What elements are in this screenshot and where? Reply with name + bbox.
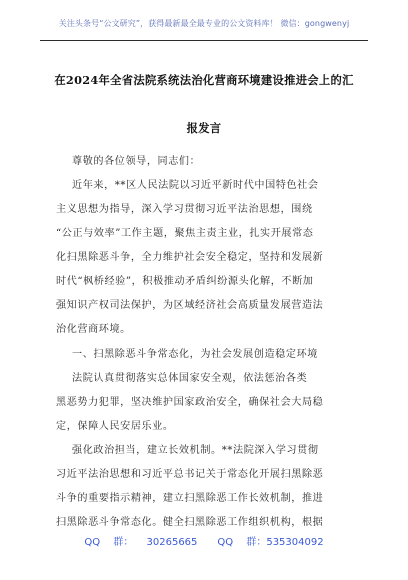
body-line: 法院认真贯彻落实总体国家安全观，依法惩治各类 bbox=[72, 373, 308, 384]
doc-title-line-2: 报发言 bbox=[186, 121, 222, 135]
doc-title-line-1: 在2024年全省法院系统法治化营商环境建设推进会上的汇 bbox=[54, 73, 354, 87]
body-line: 主义思想为指导，深入学习贯彻习近平法治思想，围绕 bbox=[56, 204, 313, 215]
body-line: 强知识产权司法保护，为区域经济社会高质量发展营造法 bbox=[56, 300, 324, 311]
body-line: 定，保障人民安居乐业。 bbox=[56, 421, 174, 432]
body-line: 近年来，**区人民法院以习近平新时代中国特色社会 bbox=[72, 180, 319, 191]
body-line: 化扫黑除恶斗争，全力维护社会安全稳定，坚持和发展新 bbox=[56, 252, 324, 263]
section-heading: 一、扫黑除恶斗争常态化，为社会发展创造稳定环境 bbox=[72, 349, 318, 360]
body-line: 治化营商环境。 bbox=[56, 324, 131, 335]
header-divider bbox=[40, 40, 368, 41]
promo-header: 关注头条号“公文研究”，获得最新最全最专业的公文资料库！ 微信：gongwenyj bbox=[58, 19, 350, 28]
body-line: 扫黑除恶斗争常态化。健全扫黑除恶工作组织机构，根据 bbox=[56, 517, 324, 528]
body-line: 时代“枫桥经验”，积极推动矛盾纠纷源头化解，不断加 bbox=[56, 276, 314, 287]
body-line: 习近平法治思想和习近平总书记关于常态化开展扫黑除恶 bbox=[56, 469, 324, 480]
qq-group-1: QQ 群： 30265665 bbox=[84, 537, 198, 548]
body-line: 斗争的重要指示精神，建立扫黑除恶工作长效机制，推进 bbox=[56, 493, 324, 504]
body-line: 强化政治担当，建立长效机制。**法院深入学习贯彻 bbox=[72, 445, 319, 456]
body-line: 黑恶势力犯罪，坚决维护国家政治安全，确保社会大局稳 bbox=[56, 397, 324, 408]
footer-contact bbox=[0, 533, 408, 548]
salutation: 尊敬的各位领导，同志们： bbox=[72, 156, 201, 167]
qq-group-2: QQ 群：535304092 bbox=[217, 537, 324, 548]
body-line: “公正与效率”工作主题，聚焦主责主业，扎实开展常态 bbox=[56, 228, 314, 239]
